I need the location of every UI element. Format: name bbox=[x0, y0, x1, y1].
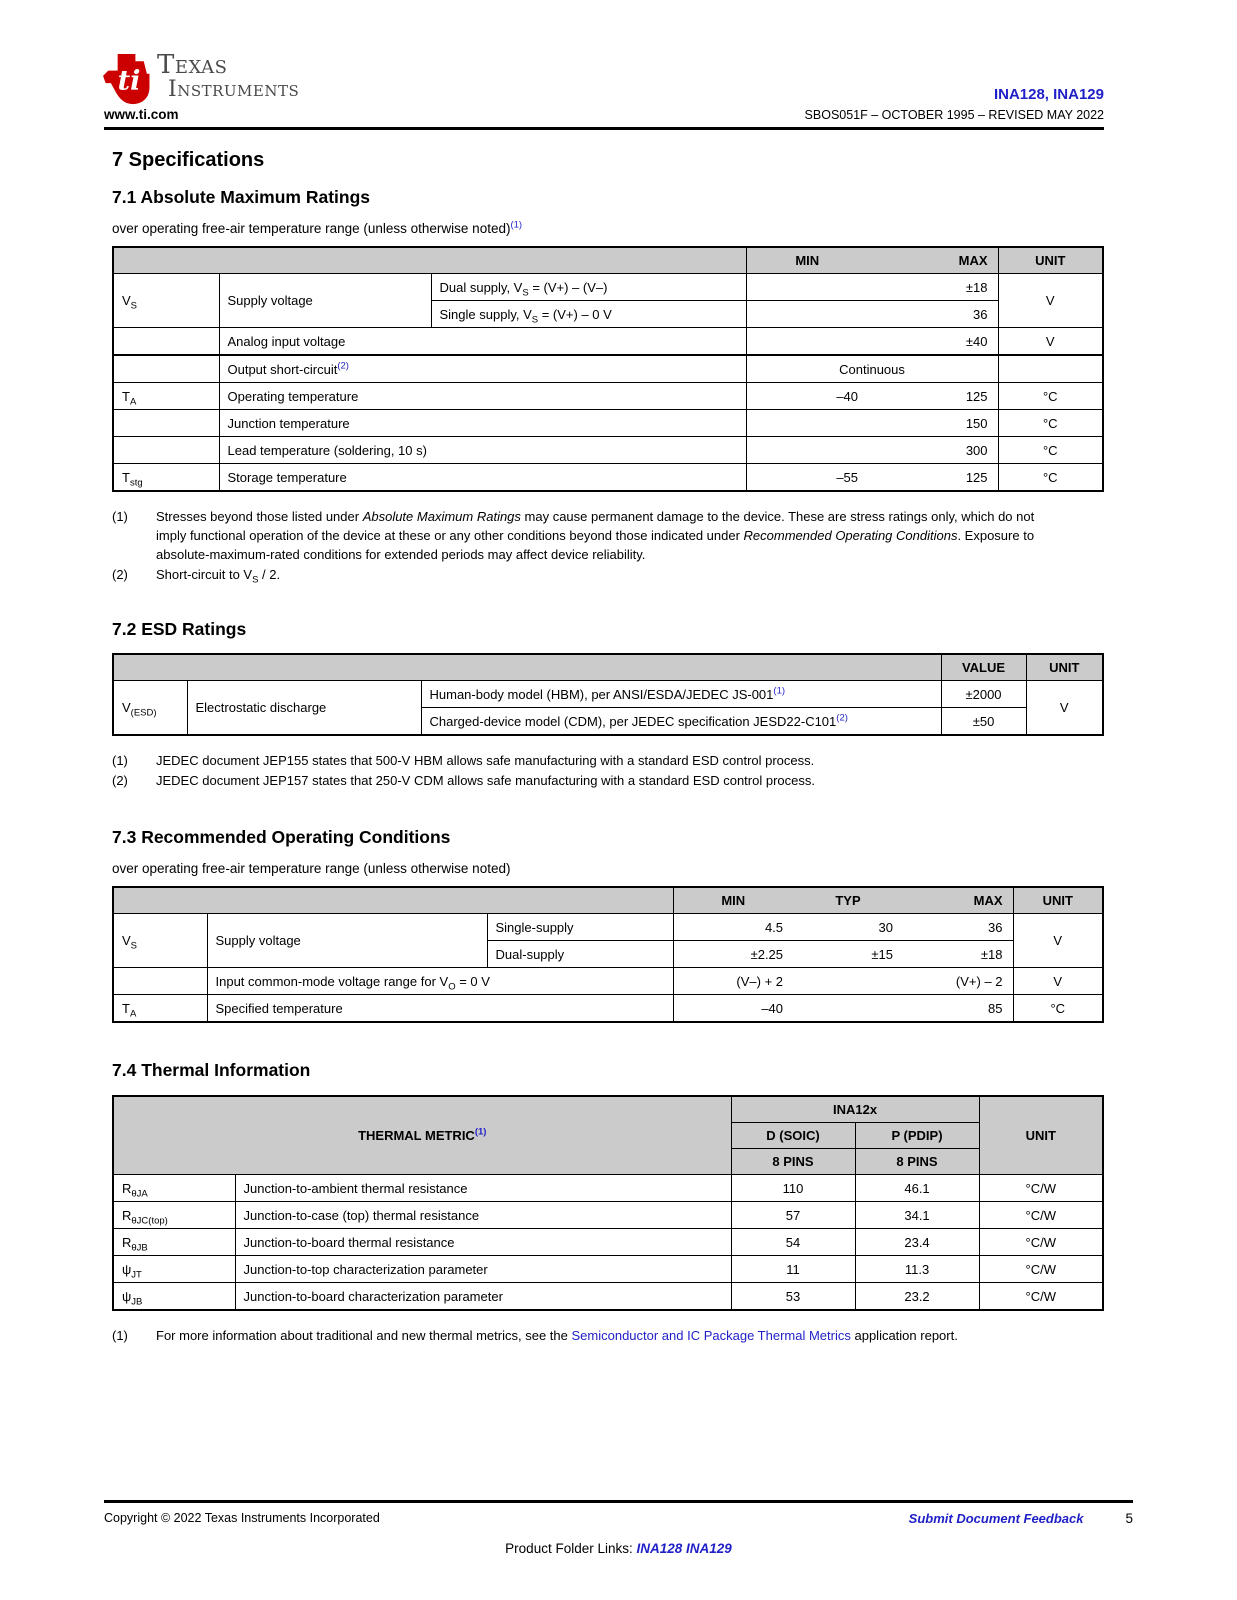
table-cell: ±2000 bbox=[941, 681, 1026, 708]
table-cell: 110 bbox=[731, 1175, 855, 1202]
table-cell: 85 bbox=[903, 995, 1013, 1023]
table-cell: V bbox=[998, 328, 1103, 356]
table-cell bbox=[746, 437, 868, 464]
table-cell: 300 bbox=[868, 437, 998, 464]
table-cell: V bbox=[1013, 914, 1103, 968]
table-cell bbox=[113, 328, 219, 356]
table-cell: 46.1 bbox=[855, 1175, 979, 1202]
header-cell: THERMAL METRIC$^{(1)}$ bbox=[113, 1096, 731, 1175]
ti-bug-icon bbox=[102, 52, 150, 106]
table-cell: 57 bbox=[731, 1202, 855, 1229]
table-cell bbox=[746, 410, 868, 437]
header-cell bbox=[113, 887, 673, 914]
footnote bbox=[112, 751, 1104, 770]
header-cell: UNIT bbox=[1026, 654, 1103, 681]
footnote-number: (2) bbox=[112, 567, 128, 582]
table-cell: $T_{stg}$ bbox=[113, 464, 219, 492]
table-cell: 34.1 bbox=[855, 1202, 979, 1229]
product-link-ina129[interactable]: INA129 bbox=[686, 1541, 732, 1556]
table-cell: Junction-to-ambient thermal resistance bbox=[235, 1175, 731, 1202]
table-cell bbox=[793, 968, 903, 995]
table-cell: Junction-to-board characterization parameter bbox=[235, 1283, 731, 1311]
page-content bbox=[112, 148, 1104, 1346]
table-cell: $V_{(ESD)}$ bbox=[113, 681, 187, 736]
brand-wordmark bbox=[157, 52, 299, 101]
footnote-number: (1) bbox=[112, 1328, 128, 1343]
table-cell: Junction-to-board thermal resistance bbox=[235, 1229, 731, 1256]
table-cell: $T_A$ bbox=[113, 995, 207, 1023]
table-cell: °C/W bbox=[979, 1256, 1103, 1283]
table-cell: Output short-circuit$^{(2)}$ bbox=[219, 355, 746, 383]
table-cell: Supply voltage bbox=[207, 914, 487, 968]
section-title-thermal-information: 7.4 Thermal Information bbox=[112, 1060, 311, 1080]
table-cell: Specified temperature bbox=[207, 995, 673, 1023]
table-cell: ±15 bbox=[793, 941, 903, 968]
esd-footnotes bbox=[112, 751, 1104, 790]
copyright-text: Copyright © 2022 Texas Instruments Incorporated bbox=[104, 1511, 380, 1525]
svg-text:ti: ti bbox=[117, 65, 141, 97]
footnote bbox=[112, 1326, 1104, 1345]
table-cell: °C bbox=[998, 464, 1103, 492]
table-cell: 30 bbox=[793, 914, 903, 941]
table-cell: $V_S$ bbox=[113, 274, 219, 328]
header-cell: MAX bbox=[903, 887, 1013, 914]
table-cell: $R_{\theta JC(top)}$ bbox=[113, 1202, 235, 1229]
header-cell: 8 PINS bbox=[731, 1149, 855, 1175]
brand-line-1: Texas bbox=[157, 50, 228, 80]
submit-document-feedback-link[interactable]: Submit Document Feedback bbox=[908, 1511, 1084, 1526]
roc-intro: over operating free-air temperature range (unless otherwise noted) bbox=[112, 861, 511, 876]
table-cell bbox=[113, 355, 219, 383]
thermal-footnotes bbox=[112, 1326, 1104, 1345]
header-cell bbox=[113, 654, 941, 681]
section-title-esd-ratings: 7.2 ESD Ratings bbox=[112, 619, 247, 639]
table-cell: 36 bbox=[868, 301, 998, 328]
footnote-number: (2) bbox=[112, 773, 128, 788]
ti-website-link[interactable]: www.ti.com bbox=[104, 107, 179, 122]
table-cell: V bbox=[1013, 968, 1103, 995]
footnote bbox=[112, 565, 1104, 584]
table-cell: V bbox=[1026, 681, 1103, 736]
footnote-number: (1) bbox=[112, 753, 128, 768]
thermal-information-table bbox=[112, 1095, 1104, 1311]
table-cell: 23.4 bbox=[855, 1229, 979, 1256]
table-cell: 36 bbox=[903, 914, 1013, 941]
header-cell: 8 PINS bbox=[855, 1149, 979, 1175]
table-cell: –55 bbox=[746, 464, 868, 492]
product-link-ina128[interactable]: INA128 bbox=[636, 1541, 683, 1556]
section-title-recommended-operating-conditions: 7.3 Recommended Operating Conditions bbox=[112, 827, 451, 847]
table-cell: Supply voltage bbox=[219, 274, 431, 328]
table-cell: ±18 bbox=[868, 274, 998, 301]
table-cell: (V+) – 2 bbox=[903, 968, 1013, 995]
header-cell: VALUE bbox=[941, 654, 1026, 681]
footnote bbox=[112, 507, 1104, 564]
recommended-operating-conditions-table bbox=[112, 886, 1104, 1023]
header-cell: UNIT bbox=[998, 247, 1103, 274]
table-cell: Continuous bbox=[746, 355, 998, 383]
table-cell: °C/W bbox=[979, 1283, 1103, 1311]
absolute-maximum-ratings-table bbox=[112, 246, 1104, 492]
abs-max-footnotes bbox=[112, 507, 1104, 584]
header-cell: MIN bbox=[746, 247, 868, 274]
page-number: 5 bbox=[1125, 1511, 1133, 1526]
table-cell bbox=[998, 355, 1103, 383]
table-cell bbox=[746, 301, 868, 328]
table-cell: Junction-to-case (top) thermal resistance bbox=[235, 1202, 731, 1229]
table-cell: 4.5 bbox=[673, 914, 793, 941]
table-cell bbox=[113, 437, 219, 464]
abs-max-intro: over operating free-air temperature range (unless otherwise noted)$^{(1)}$ bbox=[112, 219, 523, 236]
table-cell: ±50 bbox=[941, 708, 1026, 736]
section-title-specifications: 7 Specifications bbox=[112, 149, 265, 171]
header-cell bbox=[113, 247, 746, 274]
part-number: INA128, INA129 bbox=[993, 86, 1104, 103]
table-cell: 54 bbox=[731, 1229, 855, 1256]
header-cell: UNIT bbox=[979, 1096, 1103, 1175]
table-cell: °C/W bbox=[979, 1202, 1103, 1229]
table-cell: Input common-mode voltage range for $V_O = 0$ V bbox=[207, 968, 673, 995]
footnote bbox=[112, 771, 1104, 790]
table-cell: ±40 bbox=[868, 328, 998, 356]
table-cell: 125 bbox=[868, 464, 998, 492]
table-cell: $R_{\theta JB}$ bbox=[113, 1229, 235, 1256]
table-cell: °C bbox=[998, 410, 1103, 437]
table-cell: (V–) + 2 bbox=[673, 968, 793, 995]
table-cell: 150 bbox=[868, 410, 998, 437]
table-cell: 11 bbox=[731, 1256, 855, 1283]
esd-ratings-table bbox=[112, 653, 1104, 736]
table-cell: Dual-supply bbox=[487, 941, 673, 968]
table-cell: $\psi_{JB}$ bbox=[113, 1283, 235, 1311]
table-cell: Single-supply bbox=[487, 914, 673, 941]
table-cell bbox=[746, 328, 868, 356]
footnote-text: Stresses beyond those listed under Absolute Maximum Ratings may cause permanent damage to the device. These are stress ratings only, which do not imply functional operation of the device at these or any other conditions beyond those indicated under Recommended Operating Conditions. Exposure to absolute-maximum-rated conditions for extended periods may affect device reliability. bbox=[156, 509, 1035, 562]
table-cell: °C/W bbox=[979, 1175, 1103, 1202]
table-cell: ±2.25 bbox=[673, 941, 793, 968]
footnote-number: (1) bbox=[112, 509, 128, 524]
table-cell: $\psi_{JT}$ bbox=[113, 1256, 235, 1283]
product-folder-links bbox=[0, 1541, 1237, 1556]
table-cell: Storage temperature bbox=[219, 464, 746, 492]
header-cell: TYP bbox=[793, 887, 903, 914]
table-cell bbox=[746, 274, 868, 301]
table-cell: Charged-device model (CDM), per JEDEC specification JESD22-C101$^{(2)}$ bbox=[421, 708, 941, 736]
document-info: SBOS051F – OCTOBER 1995 – REVISED MAY 2022 bbox=[804, 108, 1104, 122]
table-cell: 11.3 bbox=[855, 1256, 979, 1283]
table-cell bbox=[113, 410, 219, 437]
thermal-metrics-application-report-link[interactable]: Semiconductor and IC Package Thermal Metrics bbox=[571, 1328, 851, 1343]
footer-rule bbox=[104, 1500, 1133, 1503]
table-cell: V bbox=[998, 274, 1103, 328]
table-cell: Junction temperature bbox=[219, 410, 746, 437]
table-cell: Analog input voltage bbox=[219, 328, 746, 356]
table-cell: °C bbox=[998, 437, 1103, 464]
table-cell: Electrostatic discharge bbox=[187, 681, 421, 736]
section-title-absolute-maximum-ratings: 7.1 Absolute Maximum Ratings bbox=[112, 187, 371, 207]
footnote-text: For more information about traditional and new thermal metrics, see the Semiconductor and IC Package Thermal Metrics application report. bbox=[156, 1328, 958, 1343]
brand-line-2: Instruments bbox=[168, 77, 300, 102]
table-cell: °C bbox=[1013, 995, 1103, 1023]
footnote-text: JEDEC document JEP155 states that 500-V HBM allows safe manufacturing with a standard ESD control process. bbox=[156, 753, 815, 768]
table-cell: –40 bbox=[746, 383, 868, 410]
header-cell: INA12x bbox=[731, 1096, 979, 1123]
header-cell: P (PDIP) bbox=[855, 1123, 979, 1149]
table-cell: Lead temperature (soldering, 10 s) bbox=[219, 437, 746, 464]
footnote-text: JEDEC document JEP157 states that 250-V CDM allows safe manufacturing with a standard ESD control process. bbox=[156, 773, 815, 788]
table-cell: Dual supply, $V_S = (V+) - (V-)$ bbox=[431, 274, 746, 301]
table-cell: $V_S$ bbox=[113, 914, 207, 968]
table-cell: Junction-to-top characterization parameter bbox=[235, 1256, 731, 1283]
table-cell: 23.2 bbox=[855, 1283, 979, 1311]
table-cell: 53 bbox=[731, 1283, 855, 1311]
table-cell: $R_{\theta JA}$ bbox=[113, 1175, 235, 1202]
ti-logo bbox=[102, 52, 299, 106]
table-cell: 125 bbox=[868, 383, 998, 410]
header-cell: D (SOIC) bbox=[731, 1123, 855, 1149]
table-cell: Operating temperature bbox=[219, 383, 746, 410]
header-cell: UNIT bbox=[1013, 887, 1103, 914]
header-cell: MAX bbox=[868, 247, 998, 274]
product-links-label: Product Folder Links: bbox=[505, 1541, 633, 1556]
header-cell: MIN bbox=[673, 887, 793, 914]
table-cell: °C bbox=[998, 383, 1103, 410]
header-rule bbox=[104, 127, 1104, 130]
table-cell: $T_A$ bbox=[113, 383, 219, 410]
table-cell: Human-body model (HBM), per ANSI/ESDA/JEDEC JS-001$^{(1)}$ bbox=[421, 681, 941, 708]
table-cell: Single supply, $V_S = (V+) - 0$ V bbox=[431, 301, 746, 328]
table-cell: °C/W bbox=[979, 1229, 1103, 1256]
footnote-text: Short-circuit to $V_S / 2$. bbox=[156, 567, 281, 586]
table-cell: –40 bbox=[673, 995, 793, 1023]
table-cell bbox=[113, 968, 207, 995]
table-cell bbox=[793, 995, 903, 1023]
table-cell: ±18 bbox=[903, 941, 1013, 968]
footer-right bbox=[909, 1511, 1133, 1526]
